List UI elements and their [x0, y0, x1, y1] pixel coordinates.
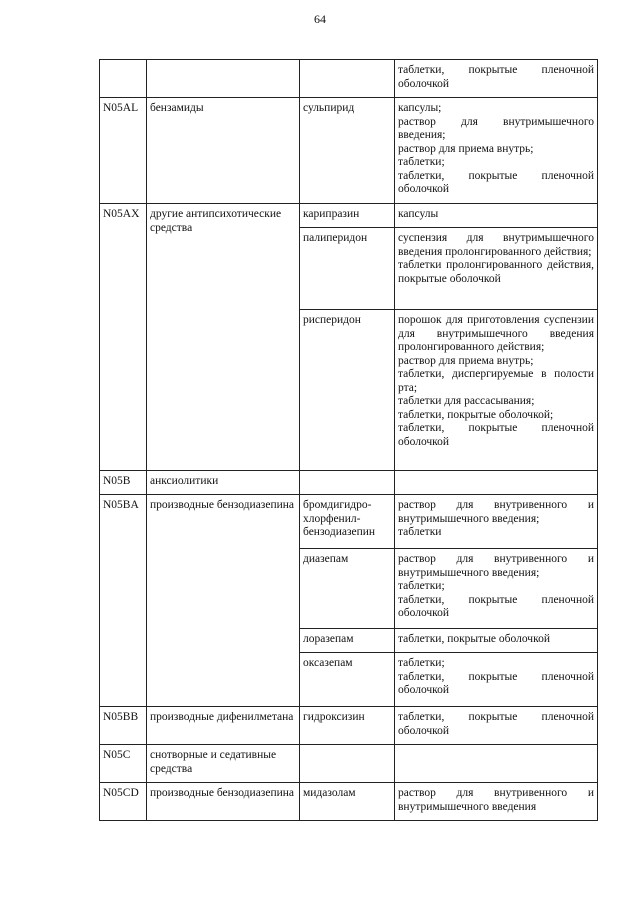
atc-code-cell: N05CD — [100, 783, 147, 821]
substance-cell: сульпирид — [300, 98, 395, 204]
atc-code-cell: N05BA — [100, 495, 147, 707]
dosage-forms-cell — [395, 629, 598, 653]
dosage-form: капсулы; — [398, 102, 442, 114]
dosage-form: таблетки, покрытые пленочной оболочкой — [398, 711, 594, 737]
dosage-form: таблетки, покрытые пленочной оболочкой — [398, 670, 594, 696]
dosage-form: таблетки для рассасывания; — [398, 395, 535, 407]
group-cell: другие антипсихотические средства — [147, 204, 300, 471]
group-cell: бензамиды — [147, 98, 300, 204]
dosage-form: раствор для приема внутрь; — [398, 142, 534, 155]
table-row — [100, 707, 598, 745]
dosage-form: таблетки, покрытые пленочной оболочкой — [398, 422, 594, 448]
atc-code-cell: N05BB — [100, 707, 147, 745]
dosage-forms-cell — [395, 98, 598, 204]
dosage-forms-cell — [395, 783, 598, 821]
dosage-form: раствор для внутривенного и внутримышечного введения — [398, 787, 594, 813]
group-cell — [147, 60, 300, 98]
substance-cell — [300, 745, 395, 783]
dosage-form: порошок для приготовления суспензии для внутримышечного введения пролонгированного действия; — [398, 314, 594, 353]
dosage-form: таблетки, покрытые оболочкой — [398, 633, 550, 645]
substance-cell — [300, 471, 395, 495]
dosage-form: таблетки — [398, 526, 442, 538]
dosage-forms-cell — [395, 228, 598, 310]
substance-cell: мидазолам — [300, 783, 395, 821]
atc-code-cell: N05C — [100, 745, 147, 783]
dosage-forms-cell — [395, 60, 598, 98]
table-row — [100, 783, 598, 821]
substance-cell: лоразепам — [300, 629, 395, 653]
substance-cell: рисперидон — [300, 310, 395, 471]
group-cell: анксиолитики — [147, 471, 300, 495]
dosage-forms-cell — [395, 745, 598, 783]
group-cell: производные дифенилметана — [147, 707, 300, 745]
dosage-form: таблетки пролонгированного действия, покрытые оболочкой — [398, 259, 594, 285]
atc-code-cell: N05B — [100, 471, 147, 495]
group-cell: снотворные и седативные средства — [147, 745, 300, 783]
substance-cell: палиперидон — [300, 228, 395, 310]
drug-table — [99, 59, 598, 821]
dosage-forms-cell — [395, 310, 598, 471]
dosage-form: таблетки, покрытые пленочной оболочкой — [398, 169, 594, 195]
dosage-form: таблетки, покрытые пленочной оболочкой — [398, 593, 594, 619]
dosage-form: таблетки, покрытые пленочной оболочкой — [398, 64, 594, 90]
group-cell: производные бензодиазепина — [147, 495, 300, 707]
table-row — [100, 204, 598, 228]
atc-code-cell — [100, 60, 147, 98]
substance-cell: гидроксизин — [300, 707, 395, 745]
dosage-form: суспензия для внутримышечного введения пролонгированного действия; — [398, 232, 594, 258]
substance-cell: бромдигидро-хлорфенил-бензодиазепин — [300, 495, 395, 549]
dosage-form: раствор для внутривенного и внутримышечного введения; — [398, 553, 594, 579]
dosage-forms-cell — [395, 707, 598, 745]
substance-cell: оксазепам — [300, 653, 395, 707]
table-row — [100, 60, 598, 98]
dosage-form: таблетки; — [398, 657, 445, 669]
dosage-form: капсулы — [398, 208, 439, 220]
dosage-form: таблетки; — [398, 580, 445, 592]
group-cell: производные бензодиазепина — [147, 783, 300, 821]
dosage-forms-cell — [395, 471, 598, 495]
substance-cell: диазепам — [300, 549, 395, 629]
substance-cell: карипразин — [300, 204, 395, 228]
dosage-form: таблетки, покрытые оболочкой; — [398, 408, 554, 421]
dosage-form: таблетки; — [398, 156, 445, 168]
atc-code-cell: N05AL — [100, 98, 147, 204]
page-number: 64 — [314, 12, 326, 26]
table-row — [100, 495, 598, 549]
dosage-forms-cell — [395, 549, 598, 629]
dosage-form: раствор для внутримышечного введения; — [398, 115, 594, 141]
dosage-form: таблетки, диспергируемые в полости рта; — [398, 368, 594, 394]
dosage-forms-cell — [395, 653, 598, 707]
table-row — [100, 745, 598, 783]
table-row — [100, 98, 598, 204]
substance-cell — [300, 60, 395, 98]
dosage-form: раствор для внутривенного и внутримышечного введения; — [398, 499, 594, 525]
table-row — [100, 471, 598, 495]
dosage-form: раствор для приема внутрь; — [398, 354, 534, 367]
atc-code-cell: N05AX — [100, 204, 147, 471]
dosage-forms-cell — [395, 495, 598, 549]
dosage-forms-cell — [395, 204, 598, 228]
